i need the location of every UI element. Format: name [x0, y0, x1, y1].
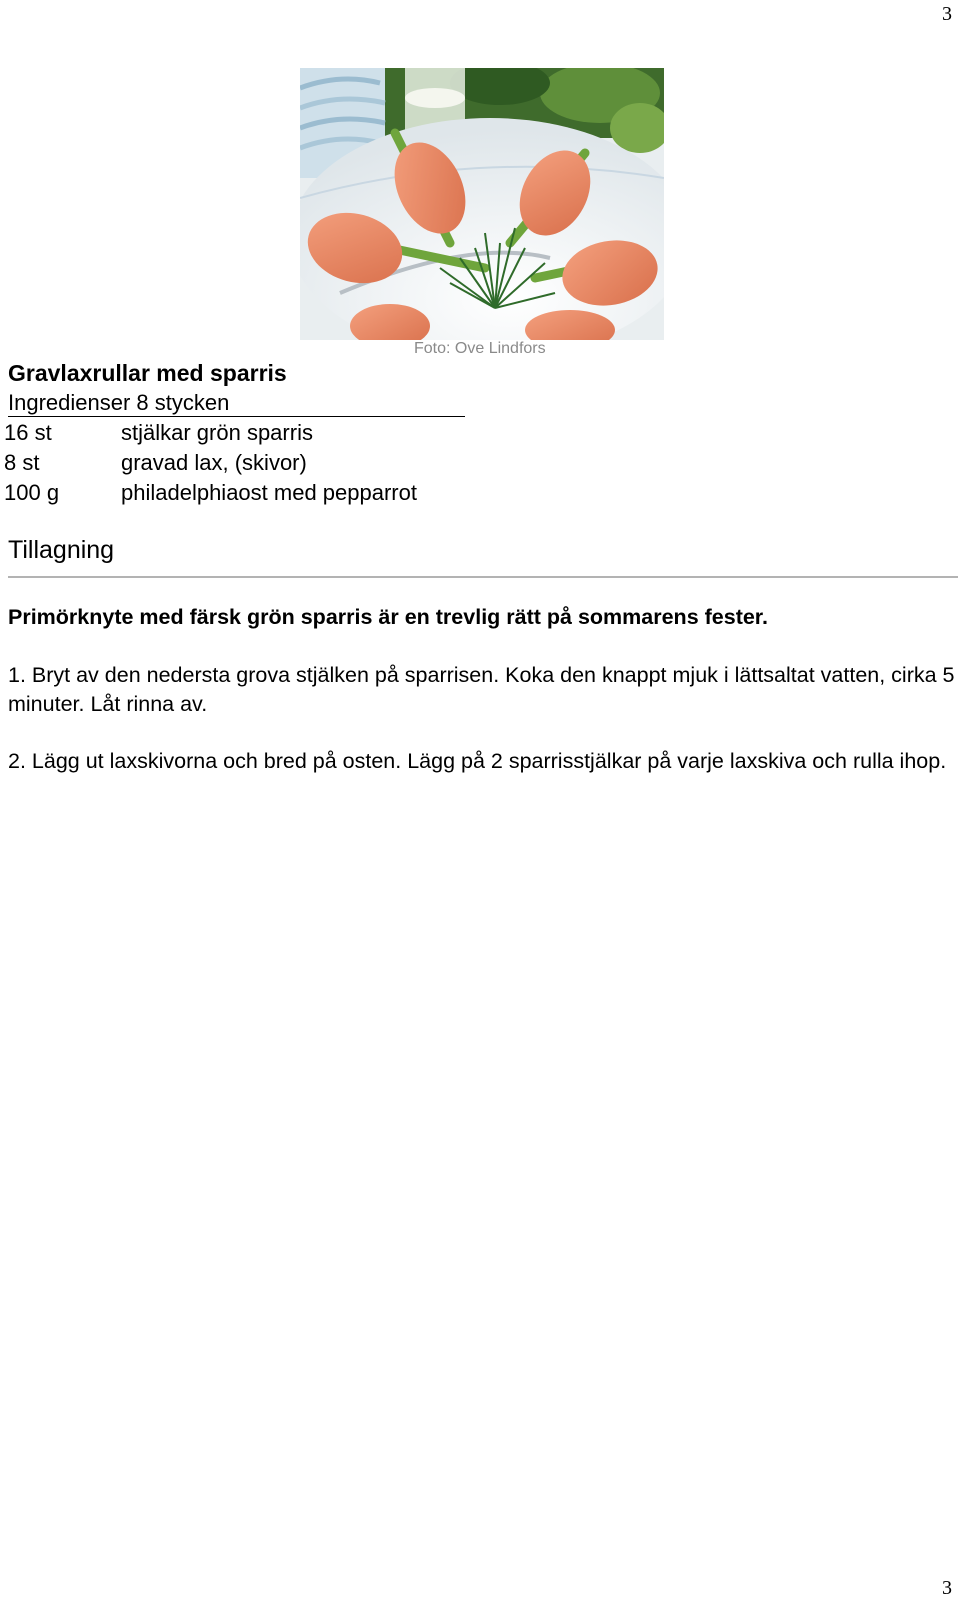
ingredient-name: stjälkar grön sparris: [121, 420, 313, 445]
page-number-top: 3: [942, 3, 952, 25]
ingredients-header: Ingredienser 8 stycken: [8, 392, 465, 417]
ingredient-name: gravad lax, (skivor): [121, 450, 307, 475]
method-step: 2. Lägg ut laxskivorna och bred på osten. Lägg på 2 sparrisstjälkar på varje laxskiva och rulla ihop.: [8, 749, 947, 773]
ingredient-quantity: 16 st: [4, 420, 52, 445]
ingredient-name: philadelphiaost med pepparrot: [121, 480, 417, 505]
page-number-bottom: 3: [942, 1577, 952, 1599]
section-divider: [8, 576, 958, 578]
recipe-photo: [300, 68, 664, 340]
ingredient-quantity: 100 g: [4, 480, 60, 505]
photo-credit: Foto: Ove Lindfors: [414, 340, 546, 357]
method-header: Tillagning: [8, 536, 115, 564]
recipe-lead: Primörknyte med färsk grön sparris är en trevlig rätt på sommarens fester.: [8, 605, 768, 629]
recipe-title: Gravlaxrullar med sparris: [8, 360, 287, 386]
method-step: 1. Bryt av den nedersta grova stjälken på sparrisen. Koka den knappt mjuk i lättsaltat vatten, cirka 5 minuter. Låt rinna av.: [8, 663, 955, 716]
ingredient-quantity: 8 st: [4, 450, 40, 475]
